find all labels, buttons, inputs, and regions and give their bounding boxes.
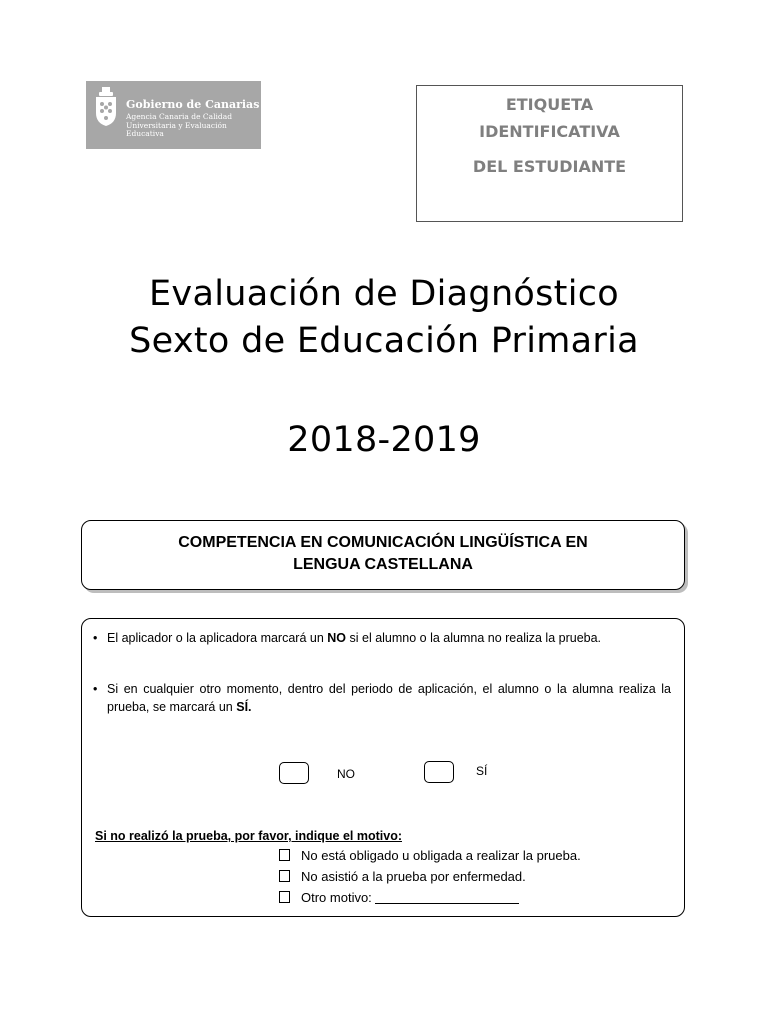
reason-option-label: No asistió a la prueba por enfermedad. <box>301 869 526 884</box>
si-label: SÍ <box>476 764 488 778</box>
instruction-bullet-1 <box>93 629 671 647</box>
instruction-bullet-2 <box>93 680 671 716</box>
label-line-2: IDENTIFICATIVA <box>479 122 620 141</box>
reason-title: Si no realizó la prueba, por favor, indique el motivo: <box>95 829 402 843</box>
reason-checkbox[interactable] <box>279 870 290 882</box>
reason-checkbox[interactable] <box>279 849 290 861</box>
bullet-2-text: Si en cualquier otro momento, dentro del periodo de aplicación, el alumno o la alumna realiza la prueba, se marcará un <box>107 682 671 714</box>
no-checkbox[interactable] <box>279 762 309 784</box>
bullet-dot: • <box>93 682 98 696</box>
si-checkbox[interactable] <box>424 761 454 783</box>
competence-line-1: COMPETENCIA EN COMUNICACIÓN LINGÜÍSTICA EN <box>178 534 588 551</box>
bullet-1-text-a: El aplicador o la aplicadora marcará un <box>107 631 328 645</box>
label-line-1: ETIQUETA <box>505 95 594 114</box>
bullet-1-bold: NO <box>327 631 347 645</box>
no-label: NO <box>337 767 355 781</box>
reason-option-illness <box>279 869 526 884</box>
logo-subtitle: Agencia Canaria de Calidad Universitaria y Evaluación Educativa <box>126 112 232 138</box>
instructions-box <box>81 618 685 917</box>
other-reason-blank[interactable] <box>375 891 519 904</box>
school-year: 2018-2019 <box>287 420 481 460</box>
reason-checkbox[interactable] <box>279 891 290 903</box>
bullet-dot: • <box>93 631 98 645</box>
page-title-line-1: Evaluación de Diagnóstico <box>149 274 619 314</box>
label-line-3: DEL ESTUDIANTE <box>472 157 627 176</box>
student-label-box <box>416 85 683 222</box>
logo-name: Gobierno de Canarias <box>126 98 260 111</box>
reason-option-not-obliged <box>279 848 581 863</box>
reason-option-other <box>279 890 519 905</box>
reason-option-label: No está obligado u obligada a realizar la prueba. <box>301 848 581 863</box>
competence-line-2: LENGUA CASTELLANA <box>293 556 473 573</box>
coat-of-arms-icon <box>93 86 119 128</box>
reason-option-label: Otro motivo: <box>301 890 372 905</box>
page-title-line-2: Sexto de Educación Primaria <box>129 321 639 361</box>
bullet-2-bold: SÍ. <box>236 700 252 714</box>
logo <box>86 81 261 149</box>
bullet-1-text-b: si el alumno o la alumna no realiza la prueba. <box>346 631 602 645</box>
competence-box <box>81 520 685 590</box>
